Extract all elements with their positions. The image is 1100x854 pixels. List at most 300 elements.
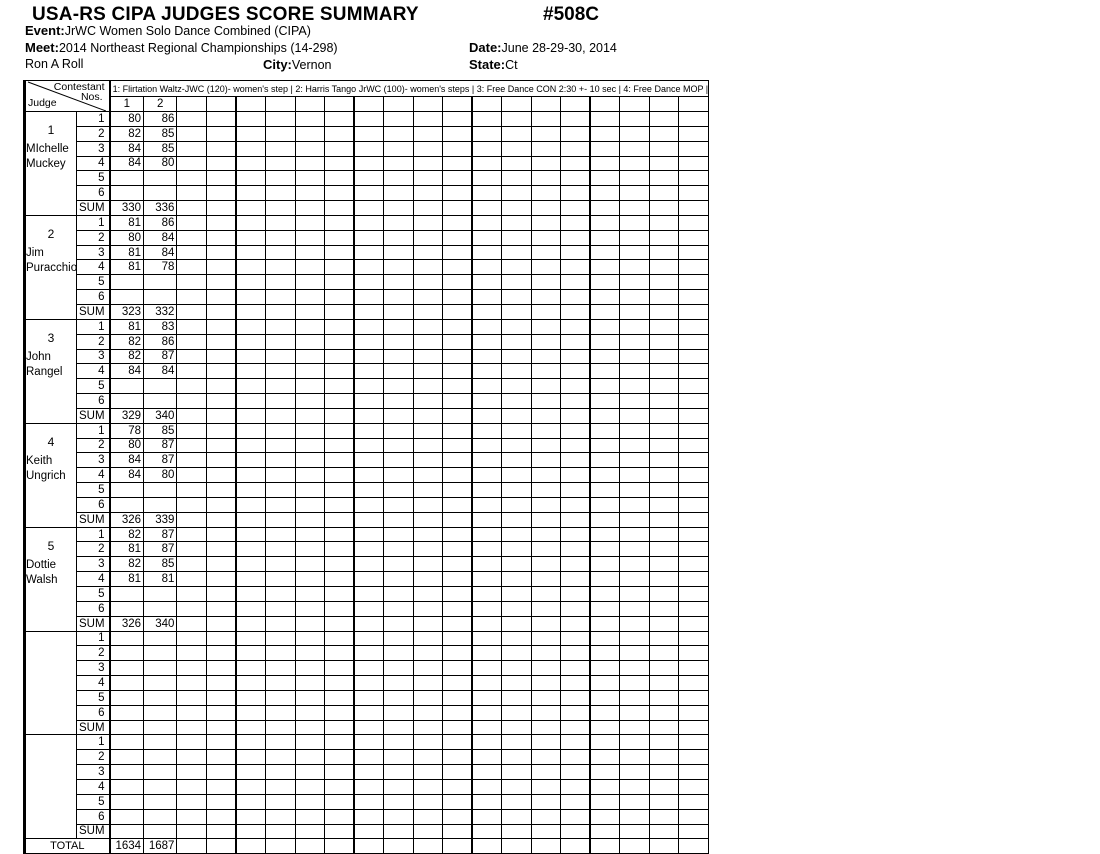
score-cell <box>472 171 502 186</box>
score-cell <box>413 557 443 572</box>
score-cell <box>384 646 414 661</box>
score-cell <box>590 438 620 453</box>
score-cell <box>443 587 473 602</box>
score-cell <box>177 171 207 186</box>
score-cell <box>679 809 709 824</box>
sum-cell <box>266 720 296 735</box>
score-cell <box>110 646 144 661</box>
row-number: 5 <box>77 587 110 602</box>
score-cell <box>679 141 709 156</box>
score-cell <box>354 215 384 230</box>
total-cell <box>413 839 443 854</box>
score-cell <box>561 186 591 201</box>
sum-cell <box>413 720 443 735</box>
score-cell <box>325 527 355 542</box>
score-cell <box>206 230 236 245</box>
score-cell <box>620 542 650 557</box>
score-cell: 80 <box>110 438 144 453</box>
score-cell <box>472 542 502 557</box>
score-cell <box>206 171 236 186</box>
score-cell <box>561 394 591 409</box>
score-cell <box>384 557 414 572</box>
score-cell <box>443 290 473 305</box>
score-cell <box>620 379 650 394</box>
sum-cell <box>295 201 325 216</box>
table-row <box>25 453 709 468</box>
score-cell <box>236 587 266 602</box>
score-cell <box>502 423 532 438</box>
score-cell <box>590 661 620 676</box>
score-cell <box>325 690 355 705</box>
score-cell <box>295 260 325 275</box>
score-cell <box>472 779 502 794</box>
table-row <box>25 215 709 230</box>
score-cell <box>443 794 473 809</box>
score-cell <box>413 676 443 691</box>
score-cell <box>590 186 620 201</box>
score-cell <box>679 453 709 468</box>
score-cell <box>384 794 414 809</box>
total-cell <box>236 839 266 854</box>
contestant-number <box>177 97 207 112</box>
sum-cell <box>620 304 650 319</box>
score-cell <box>590 587 620 602</box>
row-number: 2 <box>77 438 110 453</box>
judge-label: Judge <box>28 97 57 109</box>
sum-cell <box>620 616 650 631</box>
score-cell <box>531 112 561 127</box>
score-cell <box>110 601 144 616</box>
score-cell <box>206 735 236 750</box>
score-cell <box>384 379 414 394</box>
score-cell <box>620 186 650 201</box>
score-cell <box>144 290 177 305</box>
score-cell <box>531 690 561 705</box>
table-row <box>25 824 709 839</box>
page-title: USA-RS CIPA JUDGES SCORE SUMMARY <box>32 4 419 25</box>
sum-cell <box>384 616 414 631</box>
score-cell <box>325 364 355 379</box>
total-cell <box>177 839 207 854</box>
score-cell <box>177 735 207 750</box>
sum-cell <box>413 304 443 319</box>
score-cell <box>531 349 561 364</box>
sum-cell <box>649 824 679 839</box>
score-cell <box>472 572 502 587</box>
score-cell <box>531 542 561 557</box>
score-cell <box>561 126 591 141</box>
contestant-number <box>590 97 620 112</box>
score-cell <box>295 290 325 305</box>
score-cell <box>206 349 236 364</box>
score-cell: 83 <box>144 319 177 334</box>
row-number: 4 <box>77 468 110 483</box>
score-cell <box>384 319 414 334</box>
score-cell <box>266 765 296 780</box>
score-cell <box>325 809 355 824</box>
score-cell <box>177 794 207 809</box>
score-cell <box>472 483 502 498</box>
score-cell <box>679 171 709 186</box>
score-cell <box>679 557 709 572</box>
score-cell <box>649 186 679 201</box>
state-value: Ct <box>505 58 518 72</box>
score-cell <box>144 794 177 809</box>
score-cell <box>590 705 620 720</box>
score-cell <box>472 497 502 512</box>
score-cell <box>354 750 384 765</box>
score-cell <box>620 215 650 230</box>
score-cell <box>679 765 709 780</box>
score-cell <box>413 527 443 542</box>
row-number: 5 <box>77 171 110 186</box>
score-cell <box>266 275 296 290</box>
score-cell <box>531 423 561 438</box>
score-cell <box>206 750 236 765</box>
total-cell <box>443 839 473 854</box>
table-row <box>25 809 709 824</box>
score-cell <box>561 141 591 156</box>
score-cell <box>561 646 591 661</box>
score-cell <box>443 735 473 750</box>
score-cell: 84 <box>110 453 144 468</box>
score-cell <box>144 750 177 765</box>
score-cell <box>110 779 144 794</box>
row-number: 4 <box>77 779 110 794</box>
score-cell <box>236 215 266 230</box>
score-cell <box>679 542 709 557</box>
row-number: 3 <box>77 349 110 364</box>
score-cell <box>620 126 650 141</box>
score-cell <box>266 141 296 156</box>
score-cell <box>110 186 144 201</box>
row-number: 2 <box>77 334 110 349</box>
score-cell <box>443 676 473 691</box>
score-cell <box>413 601 443 616</box>
score-cell <box>413 661 443 676</box>
score-cell <box>206 779 236 794</box>
score-cell <box>295 572 325 587</box>
total-cell <box>354 839 384 854</box>
sum-cell <box>443 201 473 216</box>
score-cell <box>649 112 679 127</box>
score-cell <box>531 290 561 305</box>
score-cell <box>177 438 207 453</box>
score-cell <box>649 587 679 602</box>
score-cell <box>266 453 296 468</box>
score-cell <box>206 141 236 156</box>
score-cell <box>177 690 207 705</box>
row-number: 3 <box>77 141 110 156</box>
score-cell <box>443 542 473 557</box>
sum-cell <box>206 408 236 423</box>
contestant-number <box>266 97 296 112</box>
score-cell <box>531 364 561 379</box>
score-cell <box>384 215 414 230</box>
event-label: Event: <box>25 23 65 38</box>
score-cell <box>295 497 325 512</box>
score-cell <box>502 735 532 750</box>
score-cell: 80 <box>144 468 177 483</box>
score-cell <box>413 349 443 364</box>
score-cell <box>502 765 532 780</box>
score-cell <box>177 765 207 780</box>
score-cell <box>266 557 296 572</box>
sum-cell: 326 <box>110 512 144 527</box>
table-row <box>25 661 709 676</box>
score-cell <box>502 141 532 156</box>
score-cell <box>384 690 414 705</box>
score-cell <box>561 765 591 780</box>
score-cell <box>295 394 325 409</box>
score-cell <box>443 809 473 824</box>
score-cell <box>266 735 296 750</box>
score-cell <box>590 394 620 409</box>
score-cell <box>384 631 414 646</box>
row-number: 2 <box>77 230 110 245</box>
score-cell <box>679 779 709 794</box>
row-number: 1 <box>77 423 110 438</box>
score-cell <box>325 631 355 646</box>
score-cell <box>144 631 177 646</box>
score-cell <box>679 705 709 720</box>
score-cell <box>472 394 502 409</box>
score-cell <box>561 438 591 453</box>
sum-cell <box>325 201 355 216</box>
score-cell <box>144 735 177 750</box>
score-cell <box>443 438 473 453</box>
score-cell <box>561 379 591 394</box>
score-cell <box>649 453 679 468</box>
score-cell <box>266 587 296 602</box>
score-cell <box>443 379 473 394</box>
score-cell <box>354 587 384 602</box>
score-cell <box>443 423 473 438</box>
score-cell <box>266 779 296 794</box>
score-cell <box>561 809 591 824</box>
score-cell <box>472 275 502 290</box>
event-value: JrWC Women Solo Dance Combined (CIPA) <box>64 24 311 38</box>
score-cell <box>354 809 384 824</box>
table-row <box>25 304 709 319</box>
score-cell <box>144 171 177 186</box>
total-cell <box>384 839 414 854</box>
score-cell <box>561 260 591 275</box>
score-cell <box>443 245 473 260</box>
score-cell <box>206 364 236 379</box>
score-cell <box>110 275 144 290</box>
row-number: 6 <box>77 809 110 824</box>
score-cell <box>590 215 620 230</box>
score-cell <box>144 483 177 498</box>
sum-cell <box>649 201 679 216</box>
sum-cell <box>531 512 561 527</box>
score-cell <box>354 690 384 705</box>
score-cell <box>413 275 443 290</box>
total-cell <box>325 839 355 854</box>
row-number: 5 <box>77 483 110 498</box>
table-row <box>25 349 709 364</box>
score-cell <box>649 542 679 557</box>
score-cell <box>413 468 443 483</box>
score-cell <box>384 705 414 720</box>
sum-cell <box>384 304 414 319</box>
judge-name: Dottie Walsh <box>26 558 58 586</box>
sum-cell <box>325 304 355 319</box>
score-cell <box>649 364 679 379</box>
meet-value: 2014 Northeast Regional Championships (14-298) <box>58 41 338 55</box>
score-cell <box>502 319 532 334</box>
score-cell: 81 <box>110 572 144 587</box>
score-cell <box>531 230 561 245</box>
score-cell <box>325 156 355 171</box>
score-cell <box>236 394 266 409</box>
total-cell: 1687 <box>144 839 177 854</box>
score-cell <box>177 290 207 305</box>
sum-cell <box>679 201 709 216</box>
score-cell <box>531 750 561 765</box>
table-row <box>25 572 709 587</box>
score-cell <box>295 319 325 334</box>
score-cell <box>266 423 296 438</box>
score-cell <box>443 394 473 409</box>
score-cell <box>413 245 443 260</box>
score-cell <box>325 735 355 750</box>
score-cell <box>649 275 679 290</box>
score-cell <box>354 661 384 676</box>
date-label: Date: <box>469 40 502 55</box>
sum-cell <box>531 201 561 216</box>
event-line <box>25 23 311 38</box>
score-cell <box>384 497 414 512</box>
score-cell <box>236 809 266 824</box>
sum-cell <box>620 201 650 216</box>
score-cell: 81 <box>110 260 144 275</box>
table-row <box>25 705 709 720</box>
score-cell <box>531 260 561 275</box>
score-cell <box>502 112 532 127</box>
score-cell <box>206 601 236 616</box>
sum-cell <box>266 304 296 319</box>
score-cell <box>110 497 144 512</box>
score-cell <box>266 438 296 453</box>
sum-label: SUM <box>77 512 110 527</box>
score-cell: 84 <box>110 364 144 379</box>
score-cell <box>649 349 679 364</box>
sum-cell <box>590 720 620 735</box>
sum-cell <box>472 201 502 216</box>
score-cell <box>325 542 355 557</box>
state-label: State: <box>469 57 506 72</box>
score-cell <box>354 230 384 245</box>
score-cell <box>206 215 236 230</box>
score-cell <box>354 497 384 512</box>
score-cell <box>472 126 502 141</box>
score-cell <box>325 379 355 394</box>
score-cell <box>443 141 473 156</box>
sum-cell <box>531 616 561 631</box>
table-row <box>25 527 709 542</box>
score-table <box>23 80 709 854</box>
sum-cell <box>236 616 266 631</box>
score-cell <box>649 438 679 453</box>
sum-label: SUM <box>77 824 110 839</box>
score-cell <box>472 364 502 379</box>
score-cell <box>110 171 144 186</box>
score-cell <box>443 319 473 334</box>
score-cell <box>206 290 236 305</box>
score-cell <box>502 705 532 720</box>
score-cell <box>177 557 207 572</box>
score-cell <box>236 438 266 453</box>
score-cell <box>620 438 650 453</box>
score-cell <box>144 765 177 780</box>
score-cell <box>325 779 355 794</box>
score-cell <box>177 497 207 512</box>
score-cell <box>354 379 384 394</box>
score-cell <box>206 690 236 705</box>
score-cell <box>354 319 384 334</box>
score-cell <box>443 631 473 646</box>
score-cell <box>384 156 414 171</box>
score-cell <box>206 379 236 394</box>
score-cell <box>679 690 709 705</box>
score-cell <box>649 809 679 824</box>
row-number: 4 <box>77 156 110 171</box>
score-cell <box>236 230 266 245</box>
score-cell <box>177 453 207 468</box>
score-cell <box>443 112 473 127</box>
sum-cell <box>561 512 591 527</box>
score-cell <box>236 275 266 290</box>
sum-cell <box>472 304 502 319</box>
sum-cell <box>295 304 325 319</box>
sum-cell <box>649 304 679 319</box>
sum-cell <box>384 408 414 423</box>
score-cell <box>561 631 591 646</box>
sum-cell <box>384 201 414 216</box>
score-cell <box>384 468 414 483</box>
score-cell <box>443 646 473 661</box>
row-number: 6 <box>77 394 110 409</box>
score-cell <box>620 527 650 542</box>
score-cell <box>472 319 502 334</box>
score-cell <box>679 319 709 334</box>
total-cell <box>649 839 679 854</box>
score-cell <box>649 290 679 305</box>
score-cell <box>295 646 325 661</box>
sum-label: SUM <box>77 616 110 631</box>
city-line <box>263 57 332 72</box>
score-cell <box>206 423 236 438</box>
sum-label: SUM <box>77 408 110 423</box>
score-cell <box>561 156 591 171</box>
table-row <box>25 379 709 394</box>
table-row <box>25 171 709 186</box>
judge-number: 1 <box>47 123 55 137</box>
sum-cell <box>325 616 355 631</box>
score-cell <box>561 364 591 379</box>
score-cell <box>620 765 650 780</box>
score-cell <box>620 468 650 483</box>
sum-cell <box>413 408 443 423</box>
score-cell <box>561 601 591 616</box>
score-cell <box>590 141 620 156</box>
score-cell <box>177 661 207 676</box>
score-cell <box>561 468 591 483</box>
score-cell <box>236 735 266 750</box>
score-cell: 85 <box>144 126 177 141</box>
